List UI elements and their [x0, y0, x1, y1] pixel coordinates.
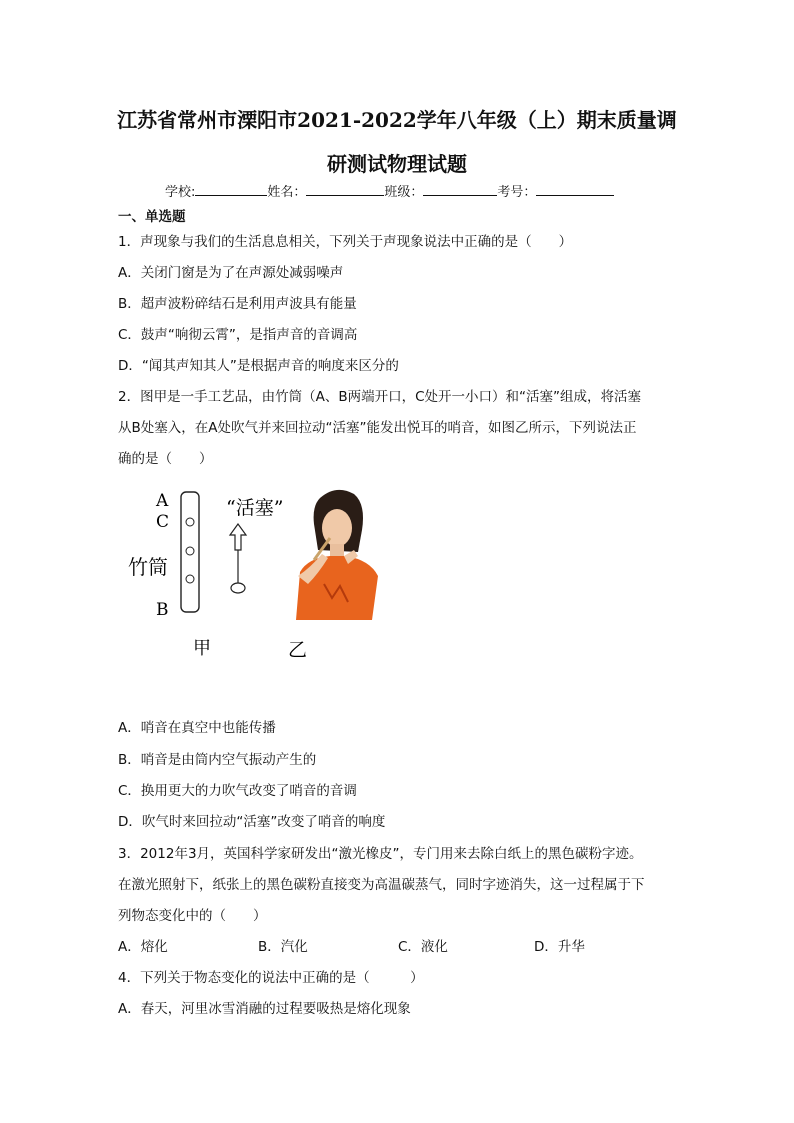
- piston-head: [231, 583, 245, 593]
- tube-hole: [186, 575, 194, 583]
- q1-stem: 1．声现象与我们的生活息息相关，下列关于声现象说法中正确的是（ ）: [118, 234, 573, 250]
- q1-option-d: D．“闻其声知其人”是根据声音的响度来区分的: [118, 358, 399, 374]
- exam-title-line-1: 江苏省常州市溧阳市2021-2022学年八年级（上）期末质量调: [117, 108, 677, 132]
- student-info-row: [165, 181, 614, 200]
- q1-option-c: C．鼓声“响彻云霄”，是指声音的音调高: [118, 327, 358, 343]
- caption-jia: 甲: [193, 638, 211, 659]
- tube-hole-c: [186, 518, 194, 526]
- school-blank[interactable]: [195, 183, 267, 196]
- q2-option-a: A．哨音在真空中也能传播: [118, 720, 276, 736]
- name-blank[interactable]: [306, 183, 384, 196]
- caption-yi: 乙: [288, 639, 308, 661]
- class-label: 班级：: [384, 185, 424, 200]
- school-label: 学校:: [165, 185, 196, 200]
- name-label: 姓名：: [267, 185, 307, 200]
- q3-option-c: C．液化: [398, 939, 448, 955]
- class-blank[interactable]: [423, 183, 497, 196]
- exam-no-blank[interactable]: [536, 183, 614, 196]
- q2-figure: [118, 480, 418, 680]
- q3-option-d: D．升华: [534, 939, 585, 955]
- tube-hole: [186, 547, 194, 555]
- tube-label: 竹筒: [128, 555, 168, 579]
- q3-option-b: B．汽化: [258, 939, 308, 955]
- q2-option-b: B．哨音是由筒内空气振动产生的: [118, 752, 317, 768]
- arrow-up-icon: [230, 524, 246, 550]
- piston-label: “活塞”: [226, 497, 284, 519]
- girl-playing-whistle-photo: [286, 490, 380, 620]
- q3-stem-line-2: 在激光照射下，纸张上的黑色碳粉直接变为高温碳蒸气，同时字迹消失，这一过程属于下: [118, 877, 645, 893]
- q2-option-d: D．吹气时来回拉动“活塞”改变了哨音的响度: [118, 814, 386, 830]
- exam-title-line-2: 研测试物理试题: [327, 152, 467, 176]
- label-c: C: [156, 512, 170, 532]
- q4-stem: 4．下列关于物态变化的说法中正确的是（ ）: [118, 970, 424, 986]
- q2-option-c: C．换用更大的力吹气改变了哨音的音调: [118, 783, 357, 799]
- q2-stem-line-2: 从B处塞入，在A处吹气并来回拉动“活塞”能发出悦耳的哨音，如图乙所示，下列说法正: [118, 420, 637, 436]
- q3-option-a: A．熔化: [118, 939, 168, 955]
- q3-stem-line-1: 3．2012年3月，英国科学家研发出“激光橡皮”，专门用来去除白纸上的黑色碳粉字迹。: [118, 846, 643, 862]
- label-b: B: [156, 600, 169, 620]
- q2-stem-line-1: 2．图甲是一手工艺品，由竹筒（A、B两端开口，C处开一小口）和“活塞”组成，将活塞: [118, 389, 641, 405]
- q1-option-b: B．超声波粉碎结石是利用声波具有能量: [118, 296, 357, 312]
- q1-option-a: A．关闭门窗是为了在声源处减弱噪声: [118, 265, 344, 281]
- q3-stem-line-3: 列物态变化中的（ ）: [118, 908, 267, 924]
- q3-options-row: [118, 935, 585, 955]
- label-a: A: [156, 491, 169, 511]
- q2-stem-line-3: 确的是（ ）: [118, 451, 213, 467]
- q4-option-a: A．春天，河里冰雪消融的过程要吸热是熔化现象: [118, 1001, 411, 1017]
- section-heading: 一、单选题: [118, 209, 186, 225]
- exam-no-label: 考号：: [497, 185, 537, 200]
